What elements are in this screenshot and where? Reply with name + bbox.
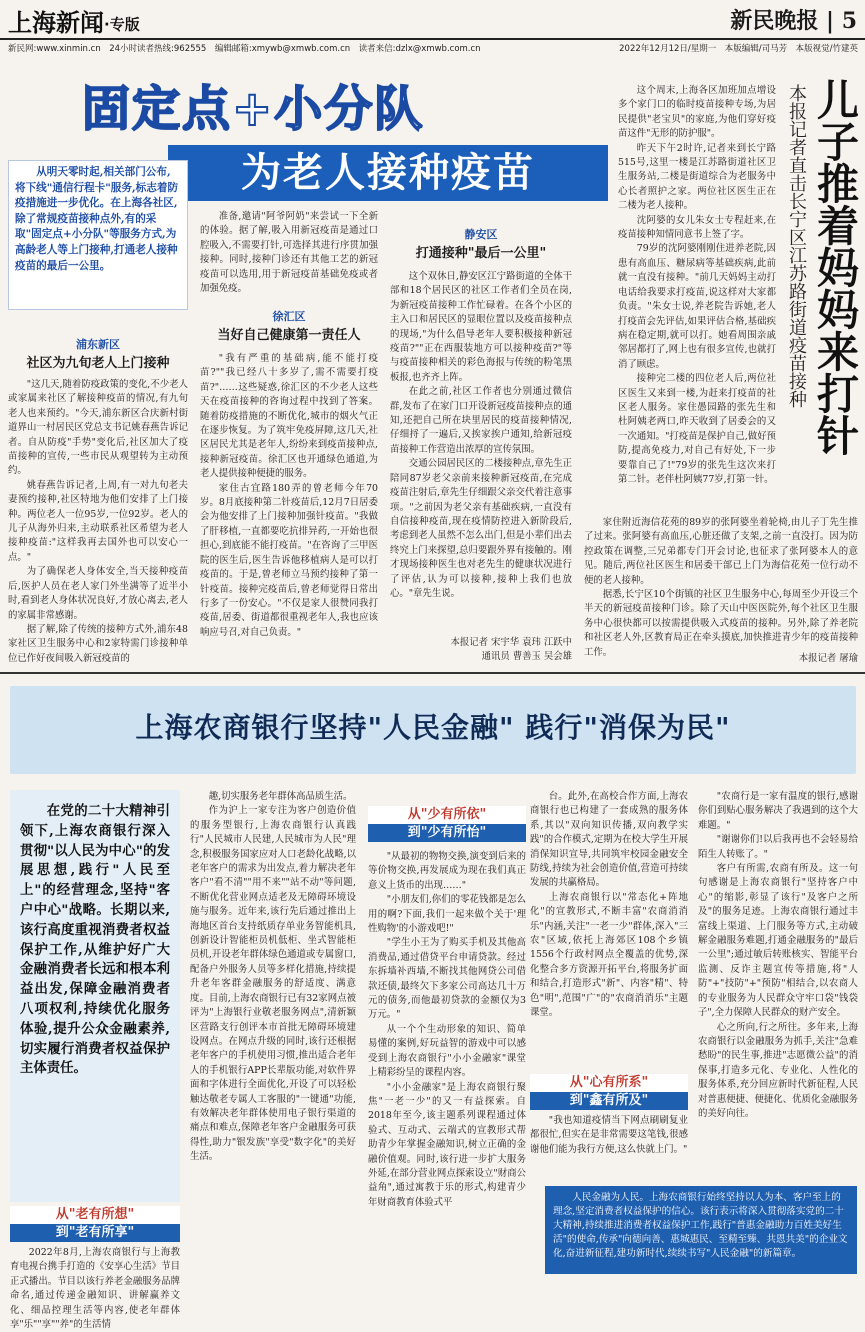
bank-closing-box: 人民金融为人民。上海农商银行始终坚持以人为本、客户至上的理念,坚定消费者权益保护的信心。该行表示将深入贯彻落实党的二十大精神,持续推进消费者权益保护工作,践行"普惠金融助力百姓美好生活"的使命,传承"向德向善、惠城惠民、至精至臻、共恩共美"的企业文化,奋进新征程,建功新时代,续续书写"人民金融"的新篇章。 — [545, 1186, 857, 1274]
date-editor-line: 2022年12月12日/星期一 本版编辑/司马芳 本版视觉/竹建英 — [619, 44, 858, 54]
jingan-district: 静安区 — [464, 228, 498, 241]
colB-lead: 准备,邀请"阿爷阿奶"来尝试一下全新的体验。据了解,吸入用新冠疫苗是通过口腔吸入,不需要打针,可选择其进行序贯加强接种。同时,接种门诊还有其他工艺的新冠疫苗可以选用,用于新冠疫苗基础免疫或者加强免疫。 — [200, 211, 378, 295]
story1-headline: 为老人接种疫苗 — [168, 145, 608, 201]
contact-line: 新民网:www.xinmin.cn 24小时读者热线:962555 编辑邮箱:xmywb@xmwb.com.cn 读者来信:dzlx@xmwb.com.cn 2022年12月12日/星期一 本版编辑/司马芳 本版视觉/竹建英 — [8, 44, 858, 54]
bank-colB: 趣,切实服务老年群体高品质生活。 作为沪上一家专注为客户创造价值的服务型银行,上海农商银行认真践行"人民城市人民建,人民城市为人民"理念,积极服务国家应对人口老龄化战略,以老年客户的需求为出发点,着力解决老年客户"看不清""用不来""站不动"等问题,不断优化营业网点适老及无障碍环境设施与服务。近年来,该行先后通过推出上海地区首台支持纸质存单业务智能机具,创新设计智能柜员机低柜、坐式智能柜员机,开设老年群体绿色通道或专属窗口,配备户外服务人员等多样化措施,持续提升老年客群金融服务的舒适度、满意度。目前,上海农商银行已有32家网点被评为"上海银行业敬老服务网点",清新颖区营路支行创评本市首批无障碍环境建设网点。在网点升级的同时,该行还根据老年客户的手机使用习惯,推出适合老年人的手机银行APP长辈版功能,对软件界面和字体进行全面优化,开设了可以轻松触达敬老专属人工客服的"一键通"功能,有效解决老年群体使用电子银行渠道的痛点和难点,保障老年客户金融服务可获得性,助力"银发族"享受"数字化"的美好生活。 — [190, 791, 356, 1163]
bank-banner — [10, 686, 856, 774]
pudong-district: 浦东新区 — [76, 338, 120, 351]
tag-lao-you-suo-xiang: 从"老有所想" 到"老有所享" — [10, 1206, 180, 1242]
xuhui-district: 徐汇区 — [272, 310, 306, 323]
masthead — [0, 0, 865, 40]
paper-name: 新民晚报 | 5 — [730, 8, 857, 34]
bank-colE: "农商行是一家有温度的银行,感谢你们到贴心服务解决了我遇到的这个大难题。" "谢谢你们!以后我再也不会轻易给陌生人转账了。" 客户有所需,农商有所及。这一句句感谢是上海农商银行"坚持客户中心"的缩影,彰显了该行"及客户之所及"的服务足迹。上海农商银行通过丰富线上渠道、上门服务等方式,主动破解金融服务难题,打通金融服务的"最后一公里";通过敏后转账核实、智能平台监测、反诈主题宣传等措施,将"人防"+"技防"+"预防"相结合,以农商人的专业服务为人民群众守牢口袋"钱袋子",全力保障人民群众的财产安全。 心之所向,行之所往。多年来,上海农商银行以金融服务为抓手,关注"急难愁盼"的民生事,推进"志愿微公益"的消保事,打造多元化、专业化、人性化的服务体系,充分回应新时代新征程,人民对普惠便捷、便捷化、优质化金融服务的美好向往。 — [698, 791, 858, 1119]
story1-intro: 从明天零时起,相关部门公布,将下线"通信行程卡"服务,标志着防疫措施进一步优化。在上海各社区,除了常规疫苗接种点外,有的采取"固定点+小分队"等服务方式,为高龄老人等上门接种,打通老人接种疫苗的最后一公里。 — [8, 160, 188, 310]
changning-article-bottom: 家住附近海信花苑的89岁的张阿婆坐着轮椅,由儿子丁先生推了过来。张阿婆有高血压,心脏还做了支架,之前一直没打。因为防控政策在调整,三兄弟都专门开会讨论,也征求了张阿婆本人的意见。随后,两位社区医生和居委干部已上门为海信花苑一位行动不便的老人接种。 据悉,长宁区10个街镇的社区卫生服务中心,每周至少开设三个半天的新冠疫苗接种门诊。除了天山中医医院外,每个社区卫生服务中心很快都可以按需提供吸入式疫苗的接种。另外,除了养老院和社区老人外,区教育局正在牵头摸底,加快推进青少年的疫苗接种工作。 — [584, 517, 858, 658]
bank-colC: "从最初的物物交换,演变到后来的等价物交换,再发展成为现在我们真正意义上货币的出现……" "小朋友们,你们的零花钱都是怎么用的啊?下面,我们一起来做个关于'理性购物'的小游戏吧!" "学生小王为了购买手机及其他高消费品,通过借贷平台申请贷款。经过东拆墙补西墙,不断找其他网贷公司借款还债,最终欠下多家公司高达几十万元的债务,而他最初贷款的金额仅为3万元。" 从一个个生动形象的知识、简单易懂的案例,好玩益智的游戏中可以感受到上海农商银行"小小金融家"课堂上精彩纷呈的课程内容。 "小小金融家"是上海农商银行聚焦"一老一少"的又一有益探索。自2018年至今,该主题系列课程通过体验式、互动式、云端式的宣教形式帮助青少年掌握金融知识,树立正确的金融价值观。同时,该行进一步扩大服务外延,在部分营业网点探索设立"财商公益角",通过寓教于乐的形式,构建青少年财商教育体验式平 — [368, 851, 526, 1208]
section-divider — [0, 672, 865, 674]
jingan-byline: 本报记者 宋宇华 袁玮 江跃中 通讯员 曹善玉 吴会雄 — [450, 637, 572, 663]
tag-shao-you-suo-yi: 从"少有所依" 到"少有所怡" — [368, 806, 526, 842]
xuhui-article: "我有严重的基础病,能不能打疫苗?""我已经八十多岁了,需不需要打疫苗?"……这些疑惑,徐汇区的不少老人这些天在疫苗接种的咨询过程中找到了答案。随着防疫措施的不断优化,城市的烟火气正在逐步恢复。为了筑牢免疫屏障,这几天,社区居民尤其是老年人,纷纷来到疫苗接种点,接种新冠疫苗。徐汇区也开通绿色通道,为老人提供接种便捷的服务。 家住古宜路180弄的曾老师今年70岁。8月底接种第二针疫苗后,12月7日居委会为他安排了上门接种加强针疫苗。"我做了肝移植,一直都要吃抗排异药,一开始也很担心,到底能不能打疫苗。"在咨询了三甲医院的医生后,医生告诉他移植病人是可以打疫苗的。于是,曾老师立马预约接种了第一针疫苗。接种完疫苗后,曾老师觉得日常出行多了一份安心。"不仅是家人很赞同我打疫苗,居委、街道都很重视老年人,我也应该响应号召,对自己负责。" — [200, 353, 378, 638]
story2-headline: 上海农商银行坚持"人民金融" 践行"消保为民" — [135, 711, 731, 744]
pudong-article: "这几天,随着防疫政策的变化,不少老人或家属来社区了解接种疫苗的情况,有九旬老人也来预约。"今天,浦东新区合庆新村街道界山一村居民区党总支书记姚春燕告诉记者。自从防疫"手势"变化后,社区加大了疫苗接种的宣传,一些市民从观望转为主动预约。 姚春燕告诉记者,上周,有一对九旬老夫妻预约接种,社区特地为他们安排了上门接种。两位老人一位95岁,一位92岁。老人的儿子从海外归来,主动联系社区希望为老人接种疫苗:"这样我再去国外也可以安心一点。" 为了确保老人身体安全,当天接种疫苗后,医护人员在老人家门外坐满等了近半小时,看到老人身体状况良好,才放心离去,老人的家属非常感谢。 据了解,除了传统的接种方式外,浦东48家社区卫生服务中心和2家特需门诊接种单位已作好夜间吸入新冠疫苗的 — [8, 379, 188, 664]
changning-article-top: 这个周末,上海各区加班加点增设多个家门口的临时疫苗接种专场,为居民提供"老宝贝"的家庭,为他们穿好疫苗这件"无形的防护服"。 昨天下午2时许,记者来到长宁路515号,这里一楼是江苏路街道社区卫生服务站,二楼是街道综合为老服务中心长者照护之家。两位社区医生正在二楼为老人接种。 沈阿婆的女儿朱女士专程赶来,在疫苗接种知情同意书上签了字。 79岁的沈阿婆刚刚住进养老院,因患有高血压、糖尿病等基础疾病,此前就一直没有接种。"前几天妈妈主动打电话给我要求打疫苗,说这样对大家都负责。"朱女士说,养老院告诉她,老人打疫苗会先评估,如果评估合格,基础疾病在稳定期,就可以打。她看周围亲戚邻居都打了,网上也有很多宣传,也就打消了顾虑。 接种完二楼的四位老人后,两位社区医生又来到一楼,为赶来打疫苗的社区老人服务。家住愚园路的张先生和杜阿姨老两口,昨天收到了居委会的又一次通知。"打疫苗是保护自己,做好预防,提高免疫力,对自己有好处,下一步要靠自己了!"79岁的张先生这次来打第二针。老伴杜阿姨77岁,打第一针。 — [618, 85, 776, 485]
story1-kicker: 固定点+小分队 — [82, 81, 425, 137]
bank-colA: 2022年8月,上海农商银行与上海教育电视台携手打造的《安享心生活》节目正式播出。节目以该行养老金融服务品牌命名,通过传递金融知识、讲解赢养文化、细品控理生活等内容,使老年群体享"乐""享""养"的生活情 — [10, 1247, 180, 1331]
jingan-article: 这个双休日,静安区江宁路街道的全体干部和18个居民区的社区工作者们全员在岗,为新冠疫苗接种工作忙碌着。在各个小区的主入口和居民区的显眼位置以及疫苗接种点的现场,"为什么倡导老年人要积极接种新冠疫苗?""正在西服装地方可以接种疫苗?"等与疫苗接种相关的彩色海报与传统的粉笔黑板报,也齐齐上阵。 在此之前,社区工作者也分别通过微信群,发布了在家门口开设新冠疫苗接种点的通知,还把自己所在块里居民的疫苗接种情况,仔细捋了一遍后,又挨家挨户通知,给新冠疫苗接种工作营造出浓厚的宣传氛围。 交通公园居民区的二楼接种点,章先生正陪同87岁老父亲前来接种新冠疫苗,在完成疫苗注射后,章先生仔细跟父亲交代着注意事项。"之前因为老父亲有基础疾病,一直没有自信接种疫苗,现在疫情防控进入新阶段后,考虑到老人虽然不怎么出门,但是小辈们出去终究上门来探望,总归要跟外界有接触的。刚才现场接种医生也对老先生的健康状况进行了评估,认为可以接种,接种上我们也放心。"章先生说。 — [390, 271, 572, 599]
bank-colD-quote: "我也知道疫情当下网点刷刷复业都很忙,但实在是非常需要这笔钱,很感谢他们能为我行方便,这么快就上门。" — [530, 1115, 688, 1155]
xuhui-section-head — [200, 308, 378, 346]
section-title: 上海新闻·专版 — [8, 9, 140, 37]
story2-intro: 在党的二十大精神引领下,上海农商银行深入贯彻"以人民为中心"的发展思想,践行"人民至上"的经营理念,坚持"客户中心"战略。长期以来,该行高度重视消费者权益保护工作,从维护好广大金融消费者长远和根本利益出发,保障金融消费者八项权利,持续优化服务体验,提升公众金融素养,切实履行消费者权益保护主体责任。 — [10, 790, 180, 1202]
section-subtitle: ·专版 — [104, 15, 140, 34]
side-headline: 儿子推着妈妈来打针 — [811, 78, 860, 456]
page-number: 5 — [841, 8, 857, 34]
xuhui-title: 当好自己健康第一责任人 — [217, 328, 361, 343]
bank-colD: 台。此外,在高校合作方面,上海农商银行也已构建了一套成熟的服务体系,其以"双向知识传播,双向教学实践"的合作模式,定期为在校大学生开展消保知识宣导,共同筑牢校园金融安全防线,持续为社会创造价值,营造可持续发展的共赢格局。 上海农商银行以"常态化+阵地化"的宣教形式,不断丰富"农商消消乐"内涵,关注"一老一少"群体,深入"三农"区域,依托上海郊区108个乡镇1556个行政村网点全覆盖的优势,深化整合多方资源开拓平台,将服务扩面和结合,打造形式"新"、内容"精"、特色"明",范围"广"的"农商消消乐"主题课堂。 — [530, 791, 688, 1019]
pudong-section-head — [8, 336, 188, 374]
tag-xin-you-suo-xi: 从"心有所系" 到"鑫有所及" — [530, 1074, 688, 1110]
pudong-title: 社区为九旬老人上门接种 — [26, 356, 170, 371]
changning-byline: 本报记者 屠瑜 — [798, 653, 858, 664]
jingan-section-head — [390, 226, 572, 264]
jingan-title: 打通接种"最后一公里" — [415, 246, 547, 261]
side-subheadline: 本报记者直击长宁区江苏路街道疫苗接种 — [786, 84, 807, 408]
